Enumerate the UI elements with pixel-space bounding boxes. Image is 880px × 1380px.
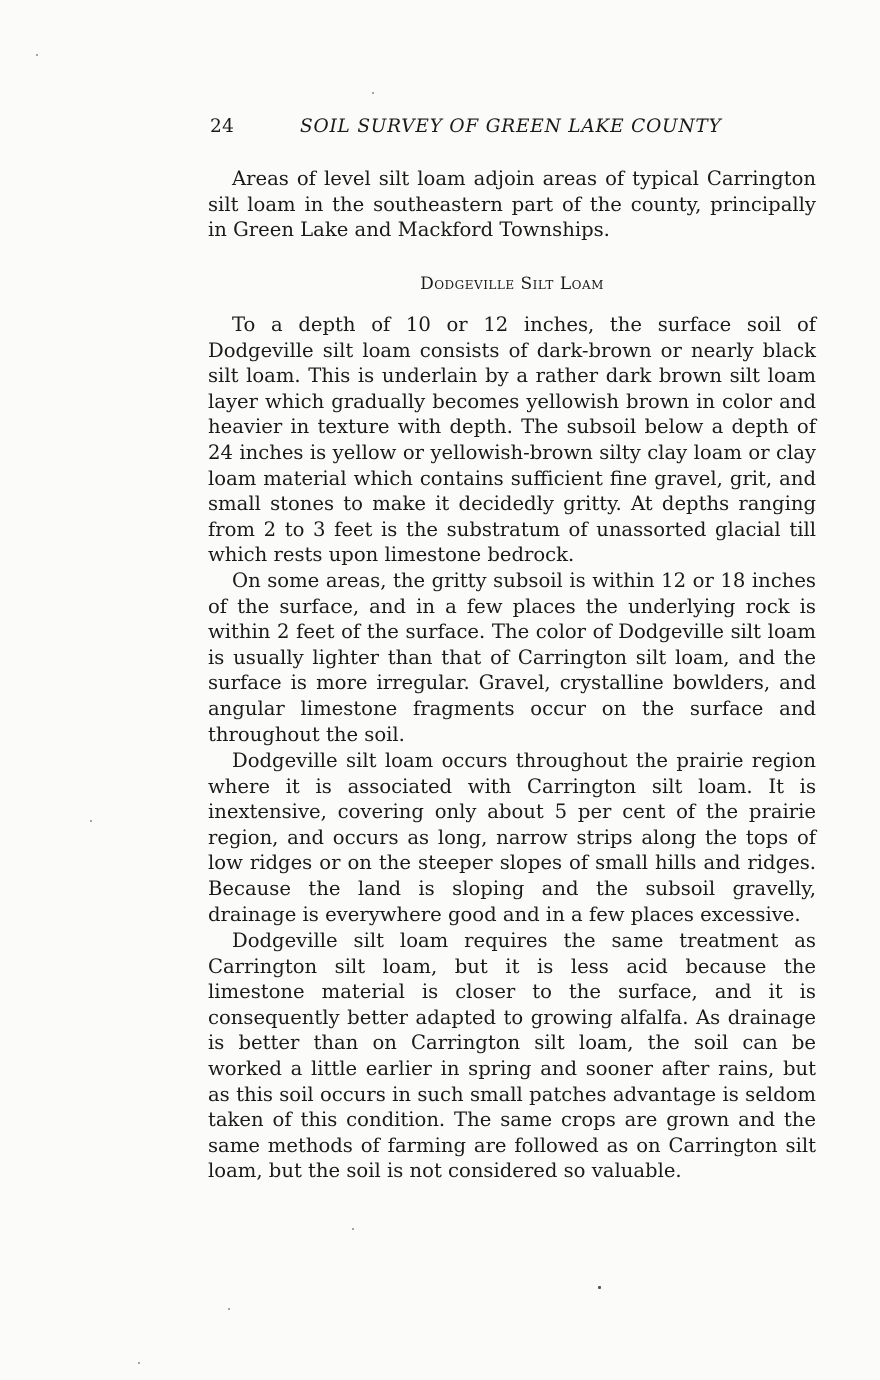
scan-speck <box>352 1228 354 1230</box>
scan-speck <box>138 1362 140 1364</box>
paragraph-surface-soil: To a depth of 10 or 12 inches, the surface soil of Dodgeville silt loam consists of dark-brown or nearly black silt loam. This is underlain by a rather dark brown silt loam layer which gradually becomes yellowish brown in color and heavier in texture with depth. The subsoil below a depth of 24 inches is yellow or yellowish-brown silty clay loam or clay loam material which contains sufficient fine gravel, grit, and small stones to make it decidedly gritty. At depths ranging from 2 to 3 feet is the substratum of unassorted glacial till which rests upon limestone bedrock. <box>208 313 816 567</box>
paragraph-occurrence: Dodgeville silt loam occurs throughout the prairie region where it is associated with Carrington silt loam. It is inextensive, covering only about 5 per cent of the prairie region, and occurs as long, narrow strips along the tops of low ridges or on the steeper slopes of small hills and ridges. Because the land is sloping and the subsoil gravelly, drainage is everywhere good and in a few places excessive. <box>208 749 816 926</box>
paragraph-treatment: Dodgeville silt loam requires the same treatment as Carrington silt loam, but it is less acid because the limestone material is closer to the surface, and it is consequently better adapted to growing alfalfa. As drainage is better than on Carrington silt loam, the soil can be worked a little earlier in spring and sooner after rains, but as this soil occurs in such small patches advantage is seldom taken of this condition. The same crops are grown and the same methods of farming are followed as on Carrington silt loam, but the soil is not considered so valuable. <box>208 929 816 1183</box>
section-heading-text: Dodgeville Silt Loam <box>420 274 604 294</box>
scan-speck <box>90 820 92 822</box>
section-heading <box>208 274 816 294</box>
scan-speck <box>598 1286 601 1289</box>
page-number: 24 <box>210 116 235 137</box>
running-header <box>208 116 816 142</box>
paragraph-gritty-subsoil: On some areas, the gritty subsoil is within 12 or 18 inches of the surface, and in a few places the underlying rock is within 2 feet of the surface. The color of Dodgeville silt loam is usually lighter than that of Carrington silt loam, and the surface is more irregular. Gravel, crystalline bowlders, and angular limestone fragments occur on the surface and throughout the soil. <box>208 569 816 746</box>
scan-speck <box>372 92 374 94</box>
scan-speck <box>36 54 38 56</box>
intro-paragraph: Areas of level silt loam adjoin areas of typical Carrington silt loam in the southeastern part of the county, principally in Green Lake and Mackford Townships. <box>208 167 816 242</box>
scan-speck <box>228 1308 230 1310</box>
running-title: SOIL SURVEY OF GREEN LAKE COUNTY <box>300 116 722 137</box>
